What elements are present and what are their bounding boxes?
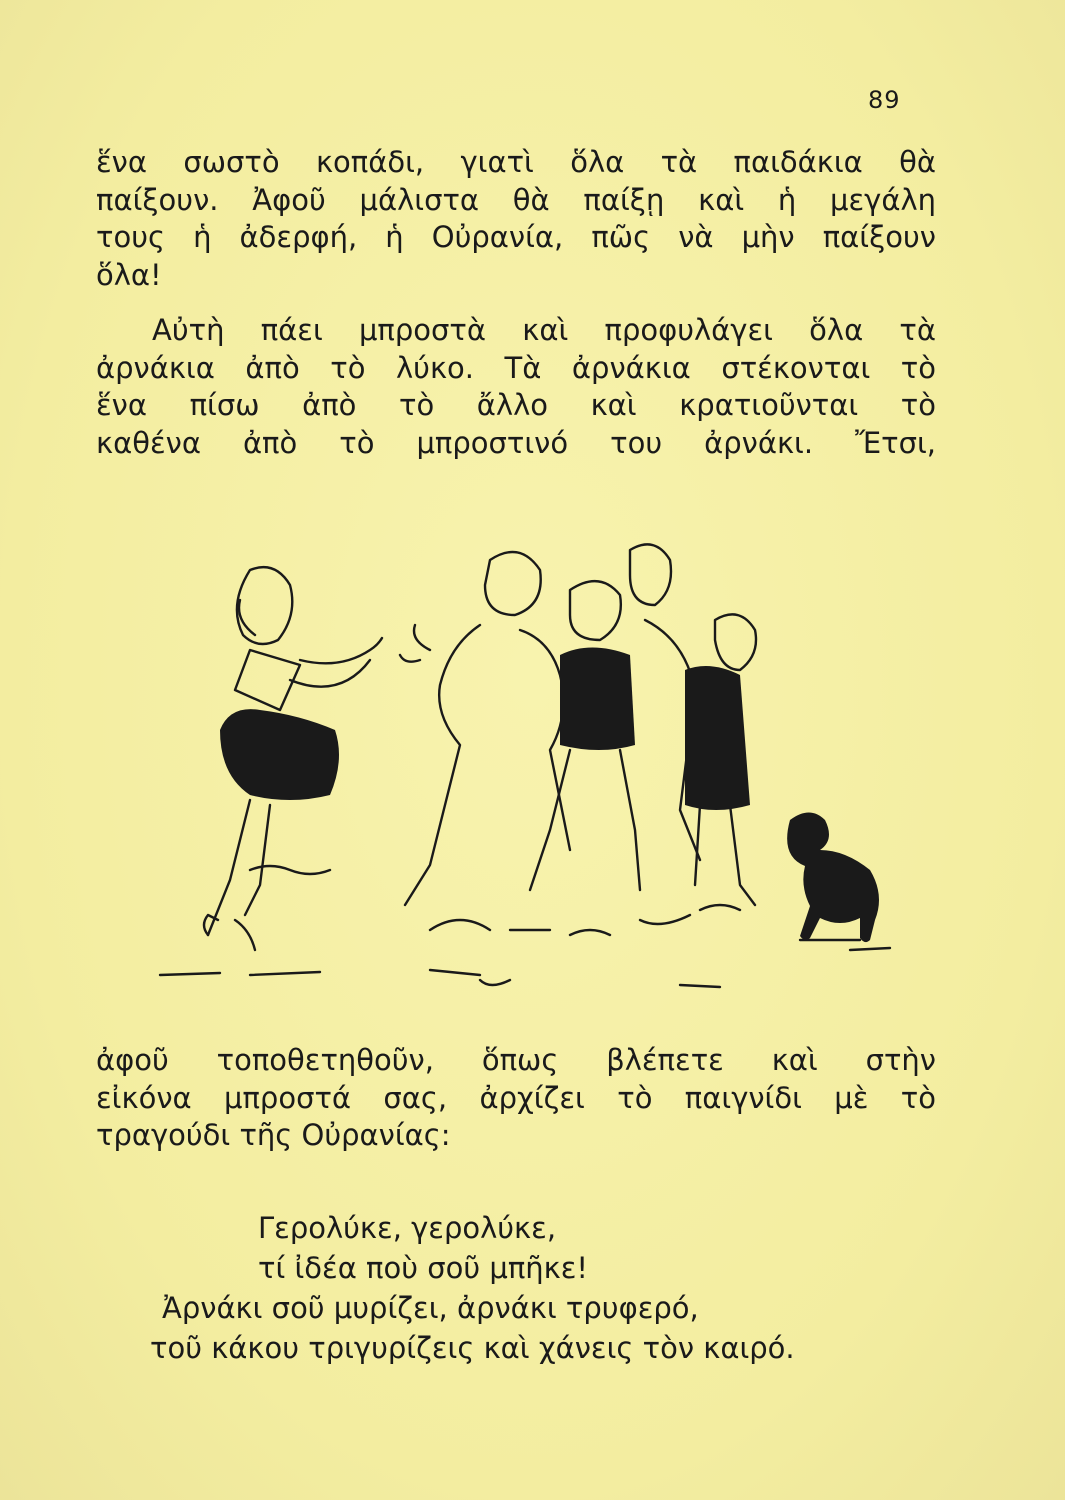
poem-line: Ἀρνάκι σοῦ μυρίζει, ἀρνάκι τρυφερό, xyxy=(162,1291,699,1325)
paragraph-1 xyxy=(96,144,936,294)
text-line: Αὐτὴ πάει μπροστὰ καὶ προφυλάγει ὅλα τὰ xyxy=(152,313,936,347)
text-line: ἀφοῦ τοποθετηθοῦν, ὅπως βλέπετε καὶ στὴν xyxy=(96,1043,936,1077)
text-line: ἕνα πίσω ἀπὸ τὸ ἄλλο καὶ κρατιοῦνται τὸ xyxy=(96,388,936,422)
poem-line: τοῦ κάκου τριγυρίζεις καὶ χάνεις τὸν καιρό. xyxy=(150,1331,795,1365)
poem-line: Γερολύκε, γερολύκε, xyxy=(258,1211,557,1245)
text-line: ἀρνάκια ἀπὸ τὸ λύκο. Τὰ ἀρνάκια στέκονται τὸ xyxy=(96,350,936,385)
text-line: τους ἡ ἀδερφή, ἡ Οὐρανία, πῶς νὰ μὴν παίξουν xyxy=(96,220,936,254)
illustration-drawing xyxy=(100,510,930,1010)
text-line: εἰκόνα μπροστά σας, ἀρχίζει τὸ παιγνίδι μὲ τὸ xyxy=(96,1080,936,1115)
girl-figure xyxy=(160,567,382,975)
text-line: καθένα ἀπὸ τὸ μπροστινό του ἀρνάκι. Ἔτσι, xyxy=(96,425,936,460)
page-number: 89 xyxy=(868,86,901,114)
poem-line: τί ἰδέα ποὺ σοῦ μπῆκε! xyxy=(258,1251,589,1285)
paragraph-3 xyxy=(96,1042,936,1155)
text-line: παίξουν. Ἀφοῦ μάλιστα θὰ παίξῃ καὶ ἡ μεγάλη xyxy=(96,182,936,217)
children-playing-illustration xyxy=(100,510,930,1010)
text-line: ἕνα σωστὸ κοπάδι, γιατὶ ὅλα τὰ παιδάκια θὰ xyxy=(96,145,936,179)
dog-figure xyxy=(787,813,890,951)
text-line: ὅλα! xyxy=(96,257,162,292)
paragraph-2 xyxy=(96,312,936,462)
children-group xyxy=(400,544,756,987)
poem-block xyxy=(150,1208,950,1368)
text-line: τραγούδι τῆς Οὐρανίας: xyxy=(96,1118,451,1152)
